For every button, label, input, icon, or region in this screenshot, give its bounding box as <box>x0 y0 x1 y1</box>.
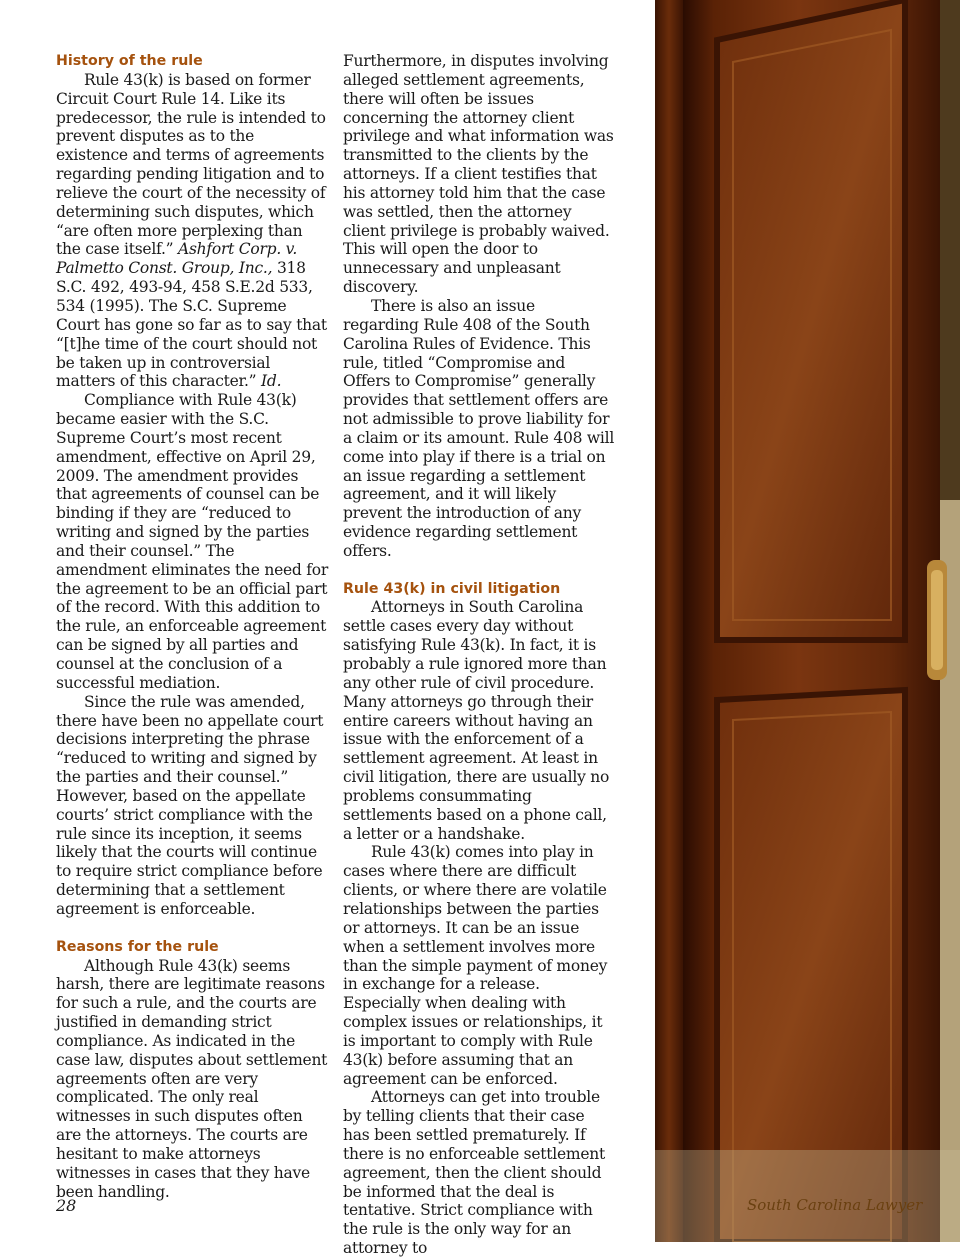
paragraph: Rule 43(k) comes into play in cases where there are difficult clients, or where there are volatile relationships between the parties or attorneys. It can be an issue when a settlement involves more than the simple payment of money in exchange for a release. Especially when dealing with complex issues or relationships, it is important to comply with Rule 43(k) before assuming that an agreement can be enforced. <box>343 843 608 1088</box>
paragraph: Attorneys can get into trouble by telling clients that their case has been settled prematurely. If there is no enforceable settlement agreement, then the client should be informed that the deal is tentative. Strict compliance with the rule is the only way for an attorney to <box>343 1088 605 1258</box>
case-citation: Ashfort Corp. v. Palmetto Const. Group, Inc., <box>56 240 298 278</box>
paragraph <box>56 71 328 391</box>
paragraph-text: 318 S.C. 492, 493-94, 458 S.E.2d 533, 534 (1995). The S.C. Supreme Court has gone so far as to say that “[t]he time of the court should not be taken up in controversial matters of this character.” <box>56 259 327 391</box>
section-heading-history: History of the rule <box>56 53 203 69</box>
case-citation-id: Id. <box>261 372 282 391</box>
article-column-left <box>56 52 328 1201</box>
courtroom-door-photo <box>655 0 960 1242</box>
article-column-right <box>343 52 615 1258</box>
section-heading-reasons: Reasons for the rule <box>56 938 219 955</box>
paragraph: Since the rule was amended, there have been no appellate court decisions interpreting the phrase “reduced to writing and signed by the parties and their counsel.” However, based on the appellate courts’ strict compliance with the rule since its inception, it seems likely that the courts will continue to require strict compliance before determining that a settlement agreement is enforceable. <box>56 692 324 918</box>
paragraph-text: Rule 43(k) is based on former Circuit Court Rule 14. Like its predecessor, the rule is intended to prevent disputes as to the existence and terms of agreements regarding pending litigation and to relieve the court of the necessity of determining such disputes, which “are often more perplexing than the case itself.” <box>56 70 326 259</box>
paragraph: Although Rule 43(k) seems harsh, there are legitimate reasons for such a rule, and the courts are justified in demanding strict compliance. As indicated in the case law, disputes about settlement agreements often are very complicated. The only real witnesses in such disputes often are the attorneys. The courts are hesitant to make attorneys witnesses in cases that they have been handling. <box>56 956 328 1201</box>
publication-name: South Carolina Lawyer <box>747 1196 923 1214</box>
paragraph: There is also an issue regarding Rule 408 of the South Carolina Rules of Evidence. This rule, titled “Compromise and Offers to Compromise” generally provides that settlement offers are not admissible to prove liability for a claim or its amount. Rule 408 will come into play if there is a trial on an issue regarding a settlement agreement, and it will likely prevent the introduction of any evidence regarding settlement offers. <box>343 296 615 560</box>
paragraph: Attorneys in South Carolina settle cases every day without satisfying Rule 43(k). In fact, it is probably a rule ignored more than any other rule of civil procedure. Many attorneys go through their entire careers without having an issue with the enforcement of a settlement agreement. At least in civil litigation, there are usually no problems consummating settlements based on a phone call, a letter or a handshake. <box>343 598 610 843</box>
paragraph: Compliance with Rule 43(k) became easier with the S.C. Supreme Court’s most recent amendment, effective on April 29, 2009. The amendment provides that agreements of counsel can be binding if they are “reduced to writing and signed by the parties and their counsel.” The amendment eliminates the need for the agreement to be an official part of the record. With this addition to the rule, an enforceable agreement can be signed by all parties and counsel at the conclusion of a successful mediation. <box>56 391 328 692</box>
page-number: 28 <box>56 1196 77 1215</box>
section-heading-civil-litigation: Rule 43(k) in civil litigation <box>343 580 561 597</box>
paragraph: Furthermore, in disputes involving alleged settlement agreements, there will often be issues concerning the attorney client privilege and what information was transmitted to the clients by the attorneys. If a client testifies that his attorney told him that the case was settled, then the attorney client privilege is probably waived. This will open the door to unnecessary and unpleasant discovery. <box>343 52 614 297</box>
